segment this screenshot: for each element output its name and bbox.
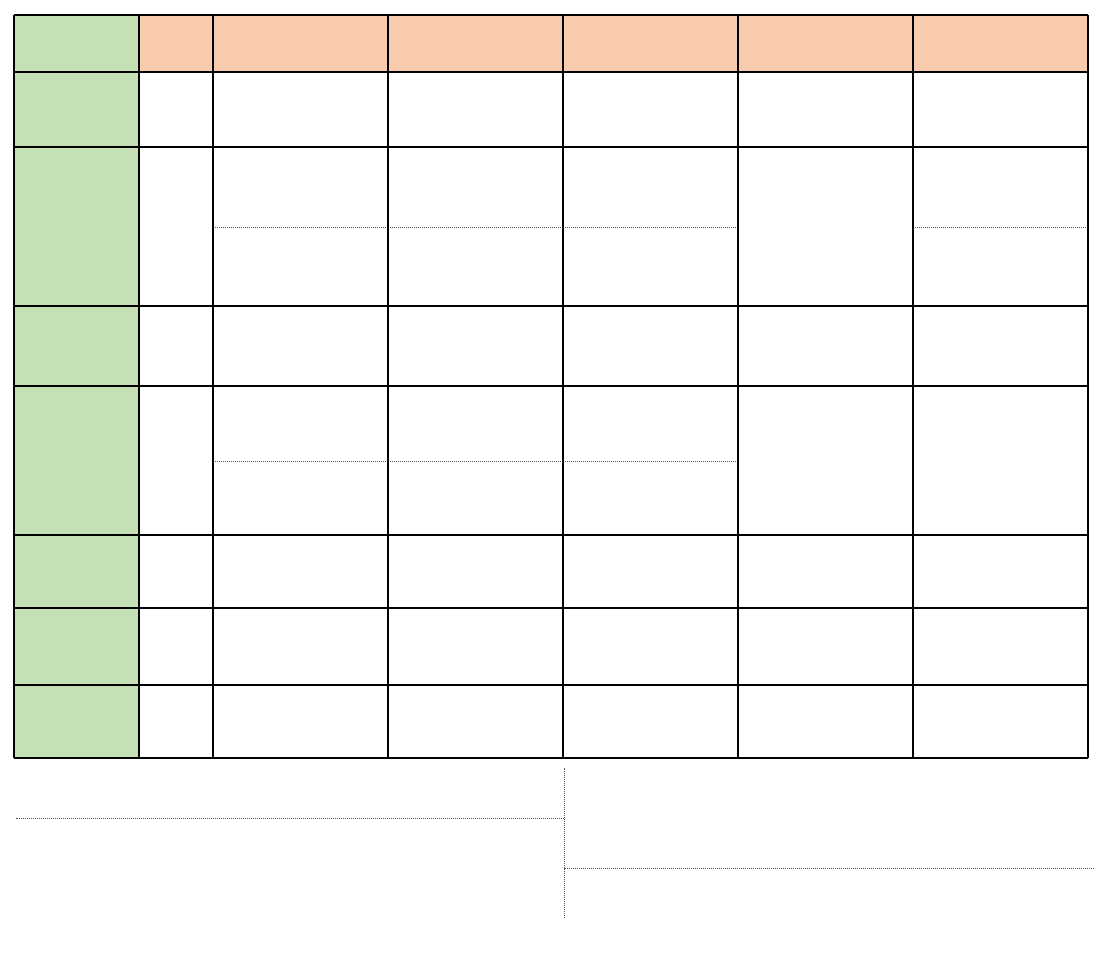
grid-line-h	[14, 385, 1088, 387]
dept-geka	[14, 535, 139, 685]
naika1-am-doctor	[738, 72, 913, 147]
grid-line-h	[14, 14, 1088, 16]
period-label	[139, 386, 213, 535]
header-day-5	[738, 15, 913, 72]
seikei-doctor	[213, 685, 388, 758]
naika2-pm-slots	[388, 386, 563, 535]
grid-line-h	[14, 757, 1088, 759]
geka-am	[738, 535, 913, 608]
slot-1	[563, 386, 738, 461]
grid-line-h	[14, 534, 1088, 536]
grid-line-v	[1087, 15, 1089, 758]
clinic-divider-vertical	[564, 768, 565, 918]
period-label	[139, 685, 213, 758]
slot-2	[213, 227, 388, 307]
dept-naika1	[14, 72, 139, 306]
geka-am	[213, 535, 388, 608]
slot-2	[563, 461, 738, 536]
grid-line-v	[562, 15, 564, 758]
geka-pm	[213, 608, 388, 685]
naika2-pm-fri	[913, 386, 1088, 535]
slot-2	[913, 227, 1088, 307]
slot-1	[913, 147, 1088, 227]
slot-2	[563, 227, 738, 307]
period-label	[139, 608, 213, 685]
geka-am	[563, 535, 738, 608]
slot-1	[388, 386, 563, 461]
period-label	[139, 147, 213, 306]
grid-line-h	[14, 684, 1088, 686]
period-label	[139, 535, 213, 608]
period-label	[139, 306, 213, 386]
grid-line-mask	[15, 146, 138, 148]
header-date-label	[139, 15, 213, 72]
geka-pm	[738, 608, 913, 685]
grid-line-v	[138, 15, 140, 758]
grid-line-v	[912, 15, 914, 758]
naika2-am-doctor	[213, 306, 388, 386]
geka-am	[913, 535, 1088, 608]
naika1-am-doctor	[388, 72, 563, 147]
naika2-am-doctor	[913, 306, 1088, 386]
geka-pm	[913, 608, 1088, 685]
naika2-am-doctor	[563, 306, 738, 386]
geka-pm	[563, 608, 738, 685]
grid-line-h	[14, 71, 1088, 73]
seikei-doctor	[913, 685, 1088, 758]
header-day-3	[388, 15, 563, 72]
slot-1	[213, 147, 388, 227]
naika1-pm-slots	[388, 147, 563, 306]
grid-line-h	[14, 146, 1088, 148]
grid-line-v	[737, 15, 739, 758]
slot-1	[563, 147, 738, 227]
clinic-divider-left	[16, 818, 564, 819]
clinic-divider-right	[564, 868, 1094, 869]
grid-line-h	[14, 305, 1088, 307]
grid-line-v	[212, 15, 214, 758]
slot-2	[213, 461, 388, 536]
header-dept-label	[14, 15, 139, 72]
naika2-am-doctor	[388, 306, 563, 386]
naika1-pm-slots	[213, 147, 388, 306]
header-day-4	[563, 15, 738, 72]
header-day-6	[913, 15, 1088, 72]
naika1-pm-slots	[563, 147, 738, 306]
slot-2	[388, 227, 563, 307]
period-label	[139, 72, 213, 147]
dept-naika2	[14, 306, 139, 535]
naika1-pm-slots	[913, 147, 1088, 306]
naika2-pm-slots	[563, 386, 738, 535]
grid-line-v	[13, 15, 15, 758]
geka-pm	[388, 608, 563, 685]
naika1-am-doctor	[563, 72, 738, 147]
slot-1	[388, 147, 563, 227]
slot-1	[213, 386, 388, 461]
naika1-am-doctor	[913, 72, 1088, 147]
header-day-2	[213, 15, 388, 72]
naika2-pm-slots	[213, 386, 388, 535]
grid-line-h	[14, 607, 1088, 609]
slot-2	[388, 461, 563, 536]
seikei-doctor	[563, 685, 738, 758]
grid-line-v	[387, 15, 389, 758]
geka-am	[388, 535, 563, 608]
naika1-pm-thu-doctor	[738, 147, 913, 306]
dept-seikei	[14, 685, 139, 758]
naika1-am-doctor	[213, 72, 388, 147]
naika2-am-doctor	[738, 306, 913, 386]
